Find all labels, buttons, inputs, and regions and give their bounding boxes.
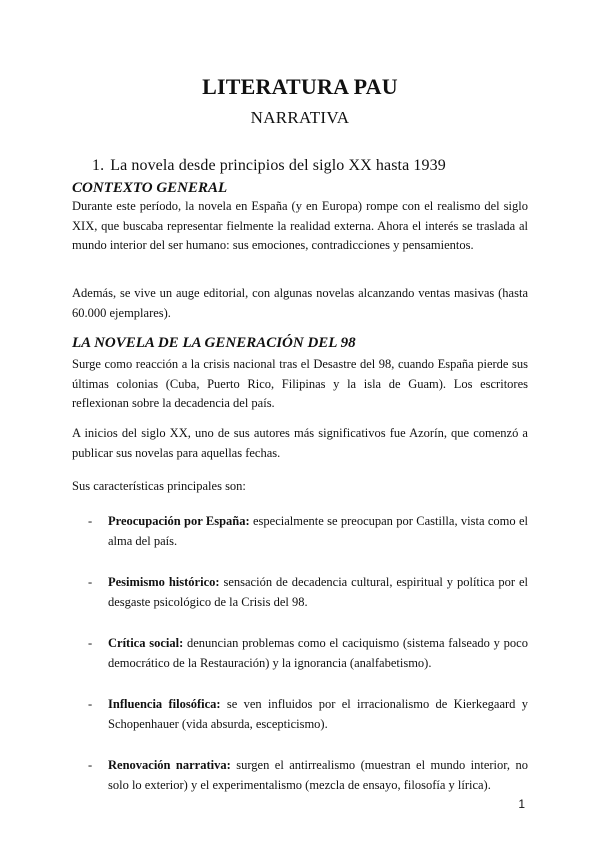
gen98-paragraph-2: A inicios del siglo XX, uno de sus autores más significativos fue Azorín, que comenzó a publicar sus novelas para aquellas fechas. — [72, 426, 528, 460]
bullet-marker: - — [88, 758, 93, 772]
characteristics-list — [72, 512, 528, 817]
gen98-heading: LA NOVELA DE LA GENERACIÓN DEL 98 — [72, 335, 356, 351]
bullet-term: Crítica social: — [108, 636, 184, 650]
section-number: 1. — [92, 157, 105, 174]
gen98-paragraph-1: Surge como reacción a la crisis nacional tras el Desastre del 98, cuando España pierde sus últimas colonias (Cuba, Puerto Rico, Filipinas y la isla de Guam). Los escritores reflexionan sobre la decadencia del país. — [72, 357, 528, 410]
bullet-marker: - — [88, 575, 93, 589]
context-paragraph-1: Durante este período, la novela en España (y en Europa) rompe con el realismo del siglo XIX, que buscaba representar fielmente la realidad externa. Ahora el interés se traslada al mundo interior del ser humano: sus emociones, contradicciones y pensamientos. — [72, 199, 528, 252]
bullet-text: surgen el antirrealismo (muestran el mundo interior, no solo lo exterior) y el experimentalismo (mezcla de ensayo, filosofía y lírica). — [108, 758, 528, 792]
section-title: La novela desde principios del siglo XX hasta 1939 — [110, 157, 446, 174]
bullet-text: especialmente se preocupan por Castilla, vista como el alma del país. — [108, 514, 528, 548]
list-item — [72, 573, 528, 612]
page-number: 1 — [518, 797, 525, 811]
list-item — [72, 634, 528, 673]
list-item — [72, 756, 528, 795]
bullet-term: Pesimismo histórico: — [108, 575, 220, 589]
characteristics-intro: Sus características principales son: — [72, 479, 246, 493]
bullet-term: Renovación narrativa: — [108, 758, 231, 772]
list-item — [72, 695, 528, 734]
bullet-marker: - — [88, 636, 93, 650]
section-heading — [92, 157, 446, 175]
bullet-marker: - — [88, 514, 93, 528]
bullet-marker: - — [88, 697, 93, 711]
document-subtitle: NARRATIVA — [250, 108, 350, 127]
bullet-text: se ven influidos por el irracionalismo de Kierkegaard y Schopenhauer (vida absurda, escepticismo). — [108, 697, 528, 731]
document-title: LITERATURA PAU — [202, 74, 398, 99]
bullet-text: sensación de decadencia cultural, espiritual y política por el desgaste psicológico de la Crisis del 98. — [108, 575, 528, 609]
bullet-text: denuncian problemas como el caciquismo (sistema falseado y poco democrático de la Restauración) y la ignorancia (analfabetismo). — [108, 636, 528, 670]
bullet-term: Preocupación por España: — [108, 514, 250, 528]
context-paragraph-2: Además, se vive un auge editorial, con algunas novelas alcanzando ventas masivas (hasta 60.000 ejemplares). — [72, 286, 528, 320]
context-heading: CONTEXTO GENERAL — [72, 180, 228, 196]
bullet-term: Influencia filosófica: — [108, 697, 221, 711]
list-item — [72, 512, 528, 551]
